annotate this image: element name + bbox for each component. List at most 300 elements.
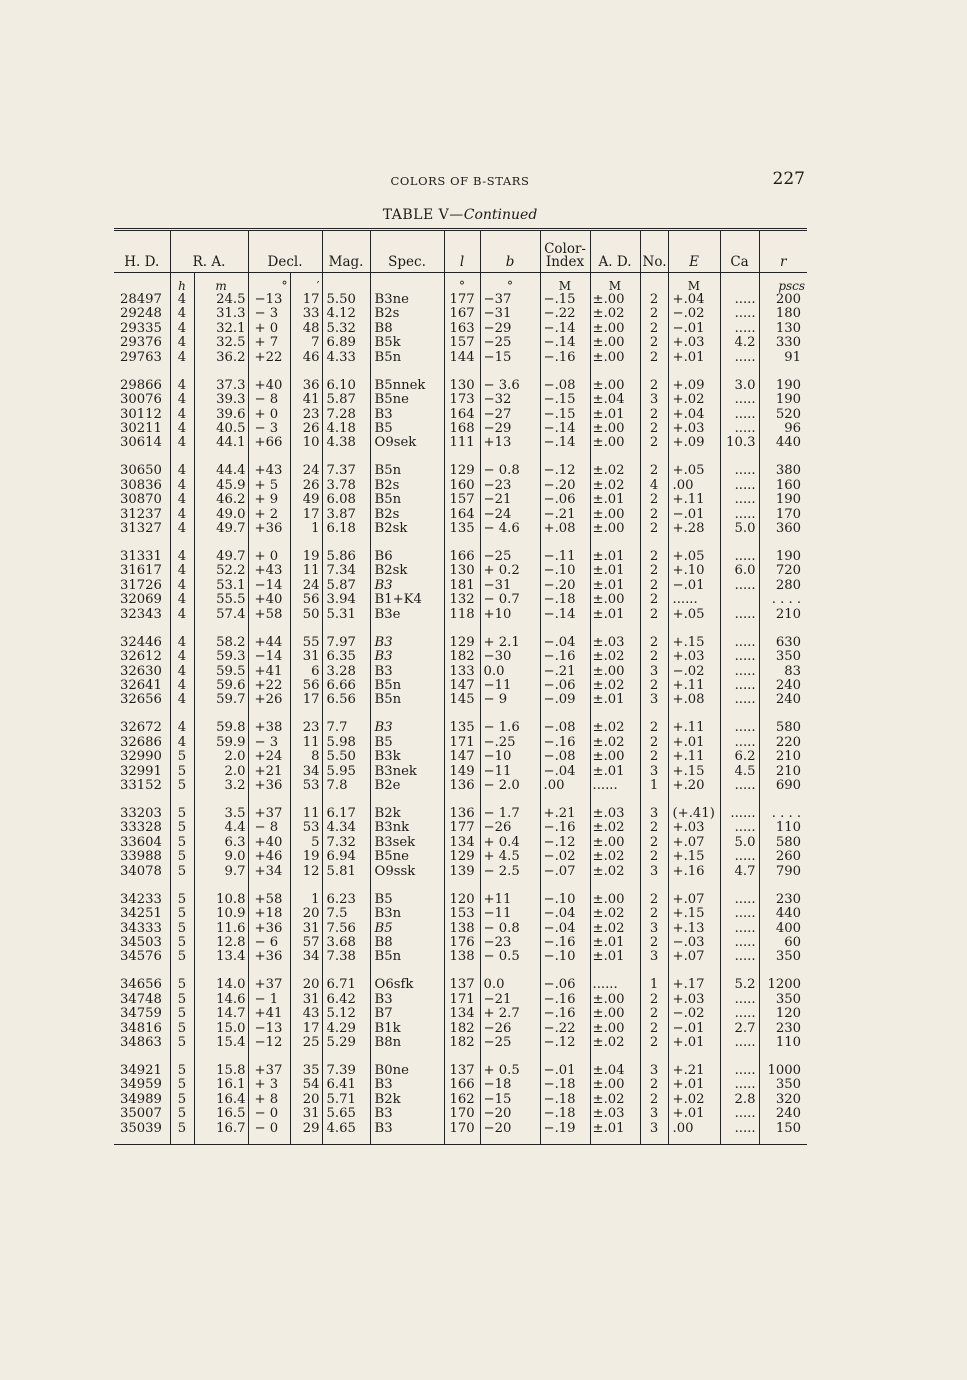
cell-no: 3 (640, 665, 668, 679)
cell-mag: 3.87 (322, 508, 370, 522)
cell-hd: 35007 (120, 1107, 162, 1122)
cell-ra-m: 46.2 (194, 493, 248, 507)
cell-ad: ±.01 (590, 936, 640, 950)
cell-no: 3 (640, 1064, 668, 1078)
cell-hd: 34921 (120, 1063, 162, 1078)
cell-l: 182 (444, 1022, 480, 1036)
cell-spec: B2sk (370, 564, 444, 578)
separator-cell (668, 1051, 720, 1064)
cell-ra-h: 5 (170, 922, 194, 936)
separator-cell (170, 537, 194, 550)
cell-b: −23 (480, 479, 540, 493)
cell-mag: 5.87 (322, 393, 370, 407)
separator-cell (759, 451, 807, 464)
cell-mag: 6.17 (322, 807, 370, 821)
cell-r: 240 (759, 693, 807, 707)
cell-ad: ±.02 (590, 821, 640, 835)
cell-spec: B3 (370, 1078, 444, 1092)
cell-color-index: −.10 (540, 564, 590, 578)
table-row (114, 836, 807, 850)
cell-ad: ±.02 (590, 307, 640, 321)
cell-l: 166 (444, 550, 480, 564)
cell-spec: B5 (370, 736, 444, 750)
table-row (114, 307, 807, 321)
cell-l: 144 (444, 351, 480, 365)
cell-ad: ±.01 (590, 765, 640, 779)
separator-cell (759, 365, 807, 378)
cell-hd: 32641 (120, 678, 162, 693)
cell-spec: B1k (370, 1022, 444, 1036)
cell-decl-deg: + 0 (248, 550, 290, 564)
separator-cell (170, 965, 194, 978)
cell-ra-m: 59.5 (194, 665, 248, 679)
cell-ra-h: 4 (170, 322, 194, 336)
cell-spec: B3 (370, 721, 444, 735)
col-header-color-index (540, 230, 590, 273)
cell-ra-h: 4 (170, 721, 194, 735)
cell-l: 176 (444, 936, 480, 950)
cell-ca: 2.7 (720, 1022, 759, 1036)
cell-no: 2 (640, 650, 668, 664)
separator-cell (720, 965, 759, 978)
table-row (114, 550, 807, 564)
cell-spec: B8 (370, 322, 444, 336)
cell-decl-min: 11 (290, 564, 322, 578)
cell-r: 790 (759, 865, 807, 879)
cell-hd: 30076 (120, 393, 162, 408)
cell-b: −21 (480, 493, 540, 507)
cell-r: 150 (759, 1122, 807, 1145)
cell-ad: ±.01 (590, 608, 640, 622)
cell-ra-m: 55.5 (194, 593, 248, 607)
cell-color-index: −.20 (540, 579, 590, 593)
separator-cell (640, 451, 668, 464)
cell-mag: 6.89 (322, 336, 370, 350)
cell-e: +.03 (668, 821, 720, 835)
cell-ca: ..... (720, 479, 759, 493)
cell-color-index: −.11 (540, 550, 590, 564)
cell-decl-min: 53 (290, 821, 322, 835)
cell-ca: ..... (720, 993, 759, 1007)
cell-ca: ..... (720, 779, 759, 793)
cell-b: −10 (480, 750, 540, 764)
cell-ad: ±.03 (590, 807, 640, 821)
cell-ra-h: 4 (170, 379, 194, 393)
cell-decl-deg: +21 (248, 765, 290, 779)
cell-hd: 34656 (120, 978, 162, 993)
col-header-ra: R. A. (170, 230, 248, 273)
separator-cell (322, 965, 370, 978)
cell-color-index: −.19 (540, 1122, 590, 1145)
cell-spec: B5nnek (370, 379, 444, 393)
cell-hd: 34576 (120, 950, 162, 965)
cell-b: − 1.7 (480, 807, 540, 821)
cell-mag: 6.08 (322, 493, 370, 507)
cell-ra-h: 5 (170, 936, 194, 950)
cell-decl-deg: +22 (248, 679, 290, 693)
table-row (114, 293, 807, 307)
cell-e: +.05 (668, 464, 720, 478)
separator-cell (640, 965, 668, 978)
cell-l: 138 (444, 950, 480, 964)
cell-decl-min: 55 (290, 636, 322, 650)
separator-cell (668, 965, 720, 978)
cell-r: 350 (759, 993, 807, 1007)
cell-b: 0.0 (480, 665, 540, 679)
cell-l: 129 (444, 636, 480, 650)
cell-decl-deg: − 0 (248, 1122, 290, 1145)
cell-mag: 4.18 (322, 422, 370, 436)
cell-ra-h: 5 (170, 850, 194, 864)
separator-cell (170, 451, 194, 464)
cell-l: 133 (444, 665, 480, 679)
cell-e: +.21 (668, 1064, 720, 1078)
cell-no: 3 (640, 950, 668, 964)
cell-hd: 30870 (120, 493, 162, 508)
cell-color-index: −.14 (540, 608, 590, 622)
cell-b: +13 (480, 436, 540, 450)
cell-ra-h: 4 (170, 351, 194, 365)
cell-color-index: −.12 (540, 836, 590, 850)
table-row (114, 993, 807, 1007)
separator-cell (540, 794, 590, 807)
cell-decl-min: 24 (290, 464, 322, 478)
cell-b: −25 (480, 336, 540, 350)
col-header-ad: A. D. (590, 230, 640, 273)
table-row (114, 636, 807, 650)
cell-ad: ±.02 (590, 865, 640, 879)
cell-ad: ±.00 (590, 293, 640, 307)
cell-r: 190 (759, 550, 807, 564)
separator-cell (444, 365, 480, 378)
cell-l: 135 (444, 721, 480, 735)
cell-ad: ±.01 (590, 950, 640, 964)
cell-e: +.02 (668, 393, 720, 407)
cell-hd: 29763 (120, 350, 162, 365)
cell-no: 2 (640, 721, 668, 735)
cell-ca: ..... (720, 579, 759, 593)
separator-cell (170, 708, 194, 721)
cell-ad: ±.00 (590, 336, 640, 350)
cell-decl-deg: − 8 (248, 393, 290, 407)
cell-l: 138 (444, 922, 480, 936)
cell-ra-m: 9.7 (194, 865, 248, 879)
cell-mag: 5.65 (322, 1107, 370, 1121)
group-separator (114, 451, 807, 464)
cell-decl-min: 54 (290, 1078, 322, 1092)
cell-e: +.03 (668, 422, 720, 436)
cell-hd: 32630 (120, 664, 162, 679)
cell-ad: ±.00 (590, 436, 640, 450)
cell-decl-min: 20 (290, 978, 322, 992)
cell-decl-min: 8 (290, 750, 322, 764)
cell-ca: ..... (720, 1036, 759, 1050)
cell-b: −25 (480, 550, 540, 564)
cell-decl-min: 36 (290, 379, 322, 393)
cell-ra-h: 4 (170, 436, 194, 450)
cell-ra-m: 13.4 (194, 950, 248, 964)
cell-ad: ±.01 (590, 1122, 640, 1145)
cell-mag: 7.32 (322, 836, 370, 850)
group-separator (114, 965, 807, 978)
cell-color-index: −.04 (540, 765, 590, 779)
cell-mag: 4.38 (322, 436, 370, 450)
cell-color-index: −.08 (540, 379, 590, 393)
cell-ad: ±.00 (590, 1007, 640, 1021)
cell-mag: 6.35 (322, 650, 370, 664)
cell-hd: 33604 (120, 835, 162, 850)
cell-ra-h: 5 (170, 765, 194, 779)
col-header-mag: Mag. (322, 230, 370, 273)
cell-ca: 5.2 (720, 978, 759, 992)
cell-color-index: −.21 (540, 508, 590, 522)
cell-ad: ±.02 (590, 907, 640, 921)
cell-e: +.16 (668, 865, 720, 879)
cell-ad: ±.01 (590, 408, 640, 422)
cell-decl-deg: −13 (248, 1022, 290, 1036)
cell-ad: ±.00 (590, 1078, 640, 1092)
cell-decl-min: 56 (290, 679, 322, 693)
cell-b: −21 (480, 993, 540, 1007)
separator-cell (540, 965, 590, 978)
cell-ra-m: 15.8 (194, 1064, 248, 1078)
cell-b: −15 (480, 1093, 540, 1107)
cell-decl-deg: + 3 (248, 1078, 290, 1092)
cell-l: 164 (444, 408, 480, 422)
separator-cell (668, 879, 720, 892)
cell-ra-m: 16.5 (194, 1107, 248, 1121)
cell-ad: ±.00 (590, 750, 640, 764)
cell-ra-h: 4 (170, 493, 194, 507)
cell-ca: ..... (720, 1107, 759, 1121)
cell-b: −11 (480, 679, 540, 693)
cell-ra-h: 4 (170, 393, 194, 407)
cell-b: −20 (480, 1122, 540, 1145)
cell-r: 60 (759, 936, 807, 950)
cell-color-index: −.06 (540, 679, 590, 693)
cell-color-index: −.04 (540, 636, 590, 650)
cell-ca: ..... (720, 608, 759, 622)
separator-cell (444, 622, 480, 635)
cell-hd: 30614 (120, 436, 162, 451)
cell-mag: 6.94 (322, 850, 370, 864)
cell-hd: 34233 (120, 892, 162, 907)
cell-r: 350 (759, 950, 807, 964)
cell-l: 137 (444, 1064, 480, 1078)
separator-cell (194, 794, 248, 807)
cell-b: −.25 (480, 736, 540, 750)
unit-b: ° (480, 273, 540, 294)
cell-decl-deg: + 8 (248, 1093, 290, 1107)
cell-decl-deg: −12 (248, 1036, 290, 1050)
separator-cell (640, 365, 668, 378)
cell-ra-h: 4 (170, 479, 194, 493)
cell-mag: 5.32 (322, 322, 370, 336)
cell-no: 2 (640, 608, 668, 622)
cell-e: ...... (668, 593, 720, 607)
cell-l: 182 (444, 650, 480, 664)
cell-decl-min: 11 (290, 807, 322, 821)
cell-b: −24 (480, 508, 540, 522)
col-header-ca: Ca (720, 230, 759, 273)
cell-ra-h: 5 (170, 821, 194, 835)
cell-ad: ±.00 (590, 993, 640, 1007)
cell-mag: 6.23 (322, 893, 370, 907)
table-row (114, 522, 807, 536)
cell-spec: O9sek (370, 436, 444, 450)
cell-decl-deg: + 7 (248, 336, 290, 350)
cell-e: +.03 (668, 650, 720, 664)
cell-mag: 4.29 (322, 1022, 370, 1036)
cell-no: 2 (640, 593, 668, 607)
cell-decl-min: 31 (290, 1107, 322, 1121)
cell-mag: 6.42 (322, 993, 370, 1007)
cell-decl-min: 23 (290, 408, 322, 422)
separator-cell (640, 537, 668, 550)
cell-hd: 33328 (120, 821, 162, 836)
cell-r: 400 (759, 922, 807, 936)
cell-ra-h: 4 (170, 665, 194, 679)
cell-ca: ...... (720, 807, 759, 821)
cell-no: 2 (640, 1093, 668, 1107)
cell-no: 3 (640, 1107, 668, 1121)
cell-l: 136 (444, 807, 480, 821)
cell-decl-min: 19 (290, 850, 322, 864)
cell-decl-deg: − 3 (248, 422, 290, 436)
cell-ra-m: 32.1 (194, 322, 248, 336)
cell-r: 240 (759, 1107, 807, 1121)
cell-no: 2 (640, 293, 668, 307)
cell-spec: B5 (370, 422, 444, 436)
cell-r: . . . . (759, 593, 807, 607)
cell-e: .00 (668, 1122, 720, 1145)
separator-cell (759, 794, 807, 807)
cell-ca: ..... (720, 1078, 759, 1092)
table-row (114, 464, 807, 478)
cell-decl-deg: + 0 (248, 408, 290, 422)
cell-l: 163 (444, 322, 480, 336)
cell-color-index: −.06 (540, 978, 590, 992)
cell-decl-min: 26 (290, 479, 322, 493)
separator-cell (640, 794, 668, 807)
cell-ra-h: 4 (170, 679, 194, 693)
cell-l: 153 (444, 907, 480, 921)
cell-r: 110 (759, 821, 807, 835)
cell-ra-h: 5 (170, 907, 194, 921)
cell-ad: ±.01 (590, 493, 640, 507)
table-row (114, 422, 807, 436)
cell-hd: 30112 (120, 407, 162, 422)
cell-spec: O6sfk (370, 978, 444, 992)
table-row (114, 1078, 807, 1092)
cell-no: 2 (640, 750, 668, 764)
cell-ra-h: 4 (170, 408, 194, 422)
cell-spec: B3 (370, 579, 444, 593)
cell-ad: ±.00 (590, 1022, 640, 1036)
cell-spec: B3n (370, 907, 444, 921)
cell-decl-min: 34 (290, 765, 322, 779)
cell-ra-m: 59.7 (194, 693, 248, 707)
cell-decl-deg: +66 (248, 436, 290, 450)
cell-hd: 34959 (120, 1078, 162, 1093)
cell-spec: B3ne (370, 293, 444, 307)
separator-cell (322, 365, 370, 378)
cell-spec: B1+K4 (370, 593, 444, 607)
cell-spec: B3 (370, 993, 444, 1007)
cell-spec: B8 (370, 936, 444, 950)
table-body (114, 273, 807, 1145)
cell-l: 164 (444, 508, 480, 522)
separator-cell (290, 451, 322, 464)
separator-cell (248, 537, 290, 550)
cell-ra-h: 4 (170, 464, 194, 478)
cell-hd: 33988 (120, 850, 162, 865)
cell-decl-min: 57 (290, 936, 322, 950)
cell-ca: ..... (720, 393, 759, 407)
cell-decl-deg: +18 (248, 907, 290, 921)
cell-e: +.15 (668, 765, 720, 779)
cell-hd: 34251 (120, 907, 162, 922)
cell-ad: ±.03 (590, 636, 640, 650)
cell-e: +.11 (668, 750, 720, 764)
cell-ra-m: 58.2 (194, 636, 248, 650)
cell-no: 2 (640, 636, 668, 650)
cell-hd: 32343 (120, 607, 162, 622)
cell-ra-h: 4 (170, 593, 194, 607)
group-separator (114, 537, 807, 550)
cell-spec: B5n (370, 493, 444, 507)
cell-l: 129 (444, 850, 480, 864)
separator-cell (114, 708, 170, 721)
separator-cell (540, 1051, 590, 1064)
cell-mag: 7.7 (322, 721, 370, 735)
cell-b: − 4.6 (480, 522, 540, 536)
separator-cell (590, 451, 640, 464)
table-row (114, 665, 807, 679)
cell-mag: 6.41 (322, 1078, 370, 1092)
separator-cell (248, 965, 290, 978)
cell-hd: 35039 (120, 1121, 162, 1136)
cell-mag: 6.18 (322, 522, 370, 536)
cell-decl-deg: −14 (248, 650, 290, 664)
cell-ra-m: 4.4 (194, 821, 248, 835)
cell-spec: B3k (370, 750, 444, 764)
cell-r: 580 (759, 836, 807, 850)
cell-ad: ±.02 (590, 1093, 640, 1107)
cell-l: 130 (444, 379, 480, 393)
table-row (114, 679, 807, 693)
separator-cell (540, 622, 590, 635)
group-separator (114, 622, 807, 635)
cell-e: +.05 (668, 550, 720, 564)
separator-cell (640, 622, 668, 635)
cell-no: 2 (640, 736, 668, 750)
cell-mag: 5.86 (322, 550, 370, 564)
separator-cell (248, 879, 290, 892)
cell-color-index: +.08 (540, 522, 590, 536)
cell-e: −.02 (668, 1007, 720, 1021)
separator-cell (480, 622, 540, 635)
cell-decl-min: 17 (290, 693, 322, 707)
cell-r: 580 (759, 721, 807, 735)
cell-decl-deg: −13 (248, 293, 290, 307)
cell-b: −29 (480, 422, 540, 436)
separator-cell (759, 965, 807, 978)
cell-no: 2 (640, 307, 668, 321)
cell-mag: 4.34 (322, 821, 370, 835)
cell-ad: ±.00 (590, 836, 640, 850)
cell-spec: B2e (370, 779, 444, 793)
